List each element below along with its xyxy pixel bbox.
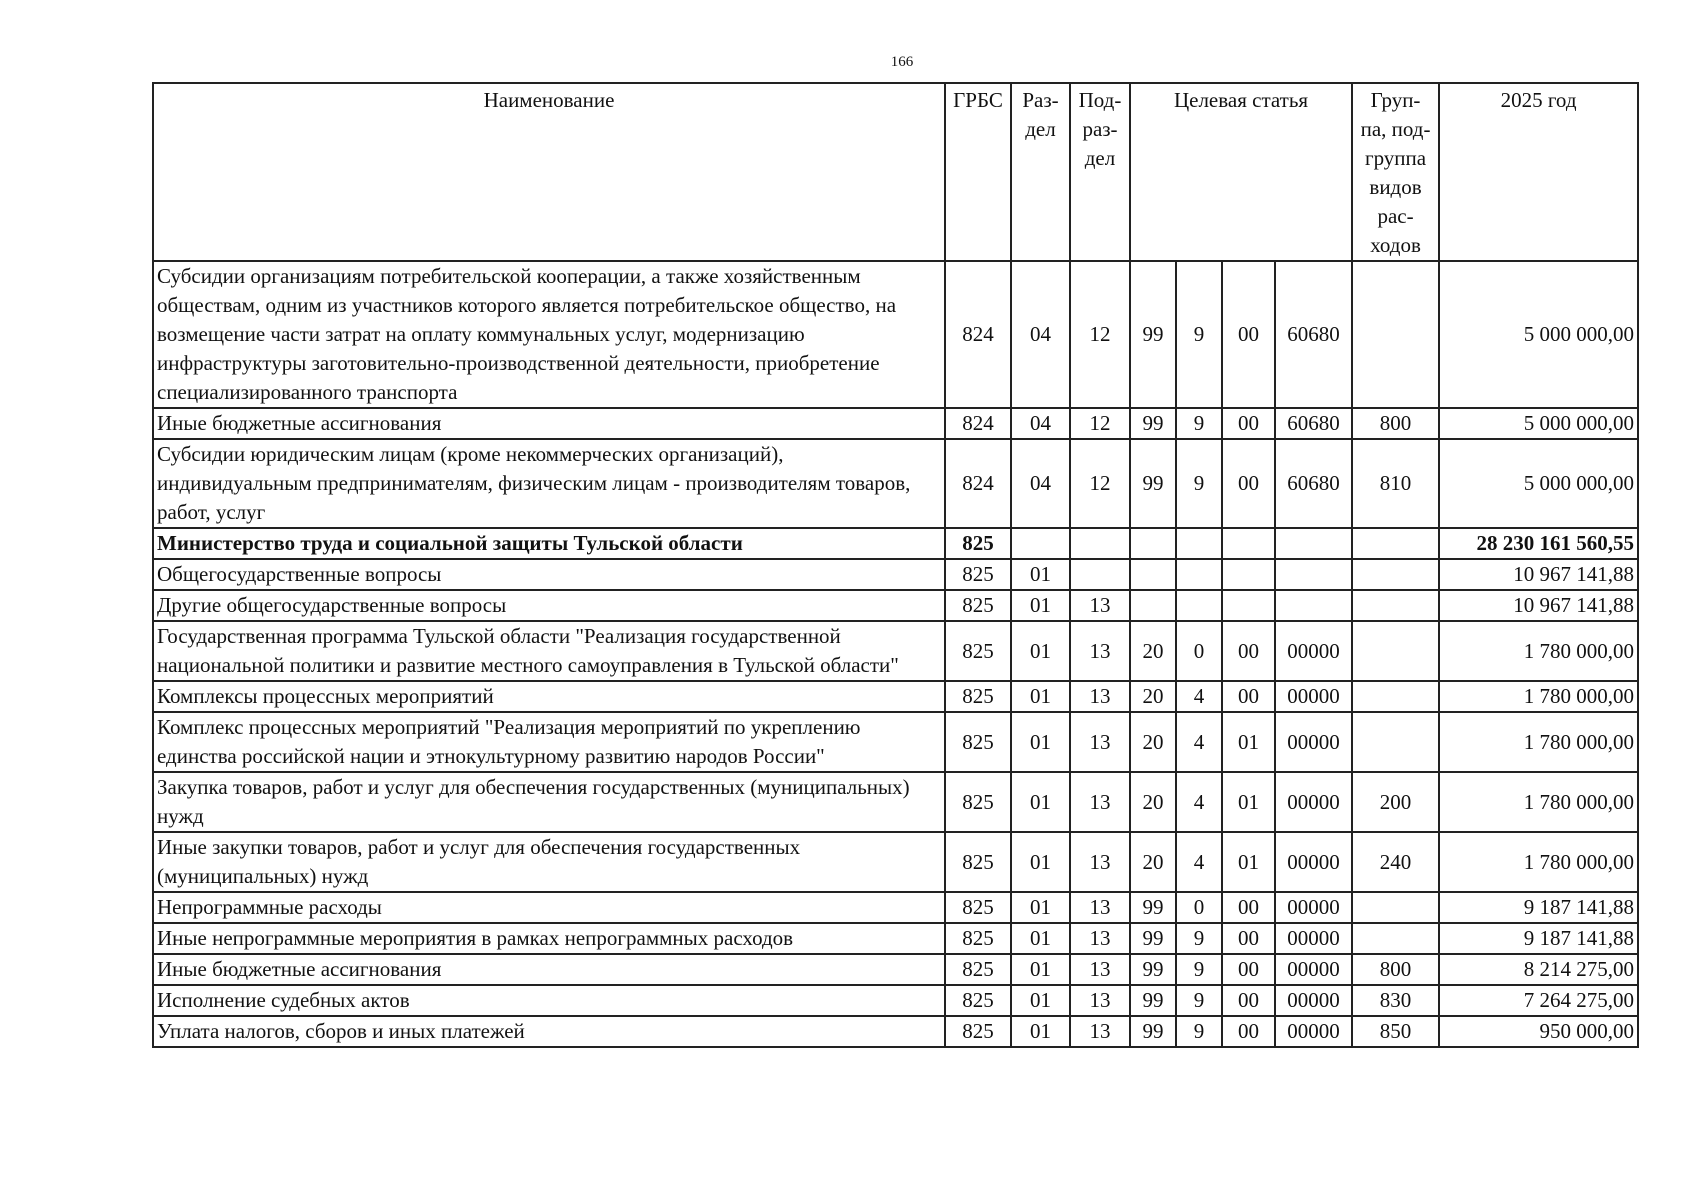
- table-row: [153, 681, 1638, 712]
- table-row: [153, 923, 1638, 954]
- row-target-direction: 60680: [1275, 408, 1352, 439]
- row-target-subtype: 01: [1222, 772, 1275, 832]
- row-target-type: [1176, 590, 1222, 621]
- row-target-program: [1130, 559, 1176, 590]
- row-podrazdel: 12: [1070, 408, 1130, 439]
- row-target-program: 99: [1130, 923, 1176, 954]
- row-grbs: 825: [945, 681, 1011, 712]
- table-row: [153, 832, 1638, 892]
- row-target-subtype: 00: [1222, 892, 1275, 923]
- row-amount: 9 187 141,88: [1439, 892, 1638, 923]
- row-razdel: 01: [1011, 681, 1070, 712]
- row-target-subtype: 00: [1222, 954, 1275, 985]
- row-grbs: 825: [945, 954, 1011, 985]
- row-grbs: 825: [945, 832, 1011, 892]
- row-expense-group: [1352, 681, 1439, 712]
- row-grbs: 825: [945, 559, 1011, 590]
- row-expense-group: 810: [1352, 439, 1439, 528]
- row-target-type: 0: [1176, 621, 1222, 681]
- row-grbs: 825: [945, 985, 1011, 1016]
- row-target-type: 4: [1176, 681, 1222, 712]
- row-target-type: [1176, 559, 1222, 590]
- header-razdel: Раз- дел: [1011, 83, 1070, 261]
- header-expense-group: Груп- па, под- группа видов рас- ходов: [1352, 83, 1439, 261]
- row-target-direction: 60680: [1275, 261, 1352, 408]
- row-amount: 10 967 141,88: [1439, 590, 1638, 621]
- row-target-program: [1130, 590, 1176, 621]
- row-target-type: 9: [1176, 923, 1222, 954]
- page-number: 166: [890, 54, 914, 70]
- row-target-direction: 00000: [1275, 1016, 1352, 1047]
- row-expense-group: 830: [1352, 985, 1439, 1016]
- row-target-program: 20: [1130, 621, 1176, 681]
- row-podrazdel: 13: [1070, 681, 1130, 712]
- row-target-subtype: 00: [1222, 261, 1275, 408]
- row-name: Исполнение судебных актов: [153, 985, 945, 1016]
- row-grbs: 825: [945, 772, 1011, 832]
- row-target-type: 9: [1176, 439, 1222, 528]
- row-podrazdel: 13: [1070, 1016, 1130, 1047]
- table-row: [153, 439, 1638, 528]
- row-target-program: 20: [1130, 772, 1176, 832]
- row-podrazdel: 13: [1070, 712, 1130, 772]
- row-expense-group: 800: [1352, 954, 1439, 985]
- row-name: Комплекс процессных мероприятий "Реализация мероприятий по укреплению единства российской нации и этнокультурному развитию народов России": [153, 712, 945, 772]
- row-amount: 5 000 000,00: [1439, 408, 1638, 439]
- row-expense-group: 200: [1352, 772, 1439, 832]
- row-razdel: 01: [1011, 892, 1070, 923]
- row-razdel: 01: [1011, 923, 1070, 954]
- table-body: [153, 261, 1638, 1047]
- row-amount: 1 780 000,00: [1439, 621, 1638, 681]
- row-podrazdel: 13: [1070, 923, 1130, 954]
- header-target-article: Целевая статья: [1130, 83, 1352, 261]
- row-razdel: 04: [1011, 261, 1070, 408]
- row-target-subtype: 00: [1222, 1016, 1275, 1047]
- table-row: [153, 954, 1638, 985]
- row-target-type: 9: [1176, 408, 1222, 439]
- row-name: Министерство труда и социальной защиты Тульской области: [153, 528, 945, 559]
- row-amount: 950 000,00: [1439, 1016, 1638, 1047]
- row-target-program: 99: [1130, 261, 1176, 408]
- row-name: Иные бюджетные ассигнования: [153, 954, 945, 985]
- row-name: Другие общегосударственные вопросы: [153, 590, 945, 621]
- table-row: [153, 712, 1638, 772]
- row-amount: 5 000 000,00: [1439, 439, 1638, 528]
- row-target-subtype: [1222, 590, 1275, 621]
- row-target-program: [1130, 528, 1176, 559]
- table-row: [153, 772, 1638, 832]
- row-podrazdel: [1070, 528, 1130, 559]
- header-grbs: ГРБС: [945, 83, 1011, 261]
- row-name: Непрограммные расходы: [153, 892, 945, 923]
- row-name: Государственная программа Тульской области "Реализация государственной национальной политики и развитие местного самоуправления в Тульской области": [153, 621, 945, 681]
- row-target-direction: 00000: [1275, 712, 1352, 772]
- row-target-program: 99: [1130, 439, 1176, 528]
- row-expense-group: 850: [1352, 1016, 1439, 1047]
- row-podrazdel: 13: [1070, 590, 1130, 621]
- row-name: Иные непрограммные мероприятия в рамках непрограммных расходов: [153, 923, 945, 954]
- row-target-direction: [1275, 528, 1352, 559]
- row-expense-group: [1352, 621, 1439, 681]
- row-amount: 7 264 275,00: [1439, 985, 1638, 1016]
- row-target-program: 20: [1130, 832, 1176, 892]
- row-razdel: 01: [1011, 772, 1070, 832]
- row-razdel: 04: [1011, 408, 1070, 439]
- row-grbs: 825: [945, 923, 1011, 954]
- row-grbs: 825: [945, 621, 1011, 681]
- row-target-type: 4: [1176, 712, 1222, 772]
- row-target-direction: 00000: [1275, 681, 1352, 712]
- row-target-type: 9: [1176, 954, 1222, 985]
- header-year: 2025 год: [1439, 83, 1638, 261]
- row-expense-group: 800: [1352, 408, 1439, 439]
- row-target-program: 99: [1130, 954, 1176, 985]
- row-expense-group: 240: [1352, 832, 1439, 892]
- header-name: Наименование: [153, 83, 945, 261]
- row-target-type: 9: [1176, 985, 1222, 1016]
- row-target-type: 9: [1176, 1016, 1222, 1047]
- row-amount: 10 967 141,88: [1439, 559, 1638, 590]
- row-name: Иные закупки товаров, работ и услуг для обеспечения государственных (муниципальных) нужд: [153, 832, 945, 892]
- row-target-subtype: [1222, 559, 1275, 590]
- row-amount: 1 780 000,00: [1439, 772, 1638, 832]
- row-podrazdel: 13: [1070, 621, 1130, 681]
- row-grbs: 824: [945, 261, 1011, 408]
- row-target-subtype: 00: [1222, 621, 1275, 681]
- table-row: [153, 261, 1638, 408]
- table-row: [153, 408, 1638, 439]
- row-target-direction: [1275, 590, 1352, 621]
- row-grbs: 824: [945, 439, 1011, 528]
- row-razdel: 04: [1011, 439, 1070, 528]
- row-expense-group: [1352, 559, 1439, 590]
- row-razdel: 01: [1011, 1016, 1070, 1047]
- row-target-program: 20: [1130, 712, 1176, 772]
- row-podrazdel: 13: [1070, 832, 1130, 892]
- row-podrazdel: 13: [1070, 985, 1130, 1016]
- row-name: Иные бюджетные ассигнования: [153, 408, 945, 439]
- row-amount: 28 230 161 560,55: [1439, 528, 1638, 559]
- row-target-subtype: 00: [1222, 985, 1275, 1016]
- table-row: [153, 559, 1638, 590]
- row-target-program: 99: [1130, 985, 1176, 1016]
- table-row: [153, 985, 1638, 1016]
- row-target-type: 4: [1176, 832, 1222, 892]
- row-target-direction: [1275, 559, 1352, 590]
- row-target-type: 4: [1176, 772, 1222, 832]
- row-razdel: 01: [1011, 954, 1070, 985]
- row-razdel: 01: [1011, 559, 1070, 590]
- row-amount: 5 000 000,00: [1439, 261, 1638, 408]
- row-razdel: [1011, 528, 1070, 559]
- row-target-program: 99: [1130, 408, 1176, 439]
- row-expense-group: [1352, 528, 1439, 559]
- row-target-direction: 00000: [1275, 621, 1352, 681]
- row-target-program: 20: [1130, 681, 1176, 712]
- row-podrazdel: 12: [1070, 439, 1130, 528]
- row-razdel: 01: [1011, 712, 1070, 772]
- row-expense-group: [1352, 590, 1439, 621]
- table-header-row: [153, 83, 1638, 261]
- table-row: [153, 621, 1638, 681]
- row-expense-group: [1352, 712, 1439, 772]
- row-amount: 1 780 000,00: [1439, 712, 1638, 772]
- row-target-subtype: 00: [1222, 408, 1275, 439]
- row-name: Субсидии юридическим лицам (кроме некоммерческих организаций), индивидуальным предпринимателям, физическим лицам - производителям товаров, работ, услуг: [153, 439, 945, 528]
- table-row: [153, 892, 1638, 923]
- table-row: [153, 528, 1638, 559]
- row-grbs: 825: [945, 590, 1011, 621]
- table-row: [153, 1016, 1638, 1047]
- row-razdel: 01: [1011, 832, 1070, 892]
- budget-table: [152, 82, 1639, 1048]
- row-podrazdel: 12: [1070, 261, 1130, 408]
- row-podrazdel: 13: [1070, 772, 1130, 832]
- row-target-type: [1176, 528, 1222, 559]
- row-target-direction: 00000: [1275, 832, 1352, 892]
- row-target-program: 99: [1130, 1016, 1176, 1047]
- row-expense-group: [1352, 261, 1439, 408]
- row-target-type: 0: [1176, 892, 1222, 923]
- row-grbs: 825: [945, 892, 1011, 923]
- row-target-direction: 00000: [1275, 923, 1352, 954]
- row-target-subtype: [1222, 528, 1275, 559]
- row-amount: 9 187 141,88: [1439, 923, 1638, 954]
- row-grbs: 825: [945, 1016, 1011, 1047]
- row-name: Комплексы процессных мероприятий: [153, 681, 945, 712]
- row-name: Закупка товаров, работ и услуг для обеспечения государственных (муниципальных) нужд: [153, 772, 945, 832]
- row-amount: 8 214 275,00: [1439, 954, 1638, 985]
- row-razdel: 01: [1011, 621, 1070, 681]
- row-grbs: 825: [945, 528, 1011, 559]
- row-name: Уплата налогов, сборов и иных платежей: [153, 1016, 945, 1047]
- row-target-type: 9: [1176, 261, 1222, 408]
- row-target-subtype: 00: [1222, 923, 1275, 954]
- row-target-direction: 00000: [1275, 985, 1352, 1016]
- row-expense-group: [1352, 923, 1439, 954]
- row-target-direction: 60680: [1275, 439, 1352, 528]
- header-podrazdel: Под- раз- дел: [1070, 83, 1130, 261]
- row-podrazdel: 13: [1070, 954, 1130, 985]
- row-podrazdel: [1070, 559, 1130, 590]
- row-target-program: 99: [1130, 892, 1176, 923]
- row-grbs: 825: [945, 712, 1011, 772]
- row-target-direction: 00000: [1275, 892, 1352, 923]
- row-amount: 1 780 000,00: [1439, 681, 1638, 712]
- row-razdel: 01: [1011, 590, 1070, 621]
- row-target-subtype: 01: [1222, 712, 1275, 772]
- table-row: [153, 590, 1638, 621]
- row-amount: 1 780 000,00: [1439, 832, 1638, 892]
- row-grbs: 824: [945, 408, 1011, 439]
- row-target-direction: 00000: [1275, 772, 1352, 832]
- row-expense-group: [1352, 892, 1439, 923]
- row-target-subtype: 00: [1222, 681, 1275, 712]
- row-name: Общегосударственные вопросы: [153, 559, 945, 590]
- row-target-subtype: 00: [1222, 439, 1275, 528]
- row-podrazdel: 13: [1070, 892, 1130, 923]
- row-target-direction: 00000: [1275, 954, 1352, 985]
- row-name: Субсидии организациям потребительской кооперации, а также хозяйственным обществам, одним из участников которого является потребительское общество, на возмещение части затрат на оплату коммунальных услуг, модернизацию инфраструктуры заготовительно-производственной деятельности, приобретение специализированного транспорта: [153, 261, 945, 408]
- row-razdel: 01: [1011, 985, 1070, 1016]
- row-target-subtype: 01: [1222, 832, 1275, 892]
